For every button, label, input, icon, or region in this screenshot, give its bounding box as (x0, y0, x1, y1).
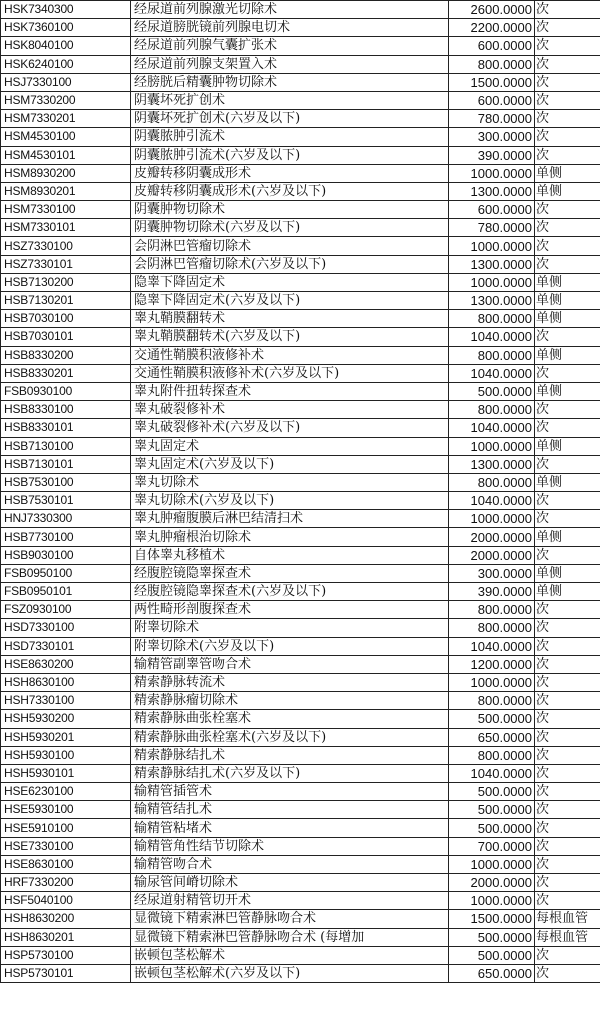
item-name-cell: 输精管插管术 (131, 783, 449, 801)
item-price-cell: 1040.0000 (449, 764, 535, 782)
item-code-cell: FSZ0930100 (1, 601, 131, 619)
item-unit-cell: 次 (535, 255, 600, 273)
table-row (1, 382, 600, 400)
item-name-cell: 睾丸附件扭转探查术 (131, 382, 449, 400)
item-name-cell: 经尿道前列腺气囊扩张术 (131, 37, 449, 55)
item-code-cell: HSM4530101 (1, 146, 131, 164)
item-code-cell: HSB7530101 (1, 492, 131, 510)
item-name-cell: 交通性鞘膜积液修补术(六岁及以下) (131, 364, 449, 382)
item-name-cell: 输精管粘堵术 (131, 819, 449, 837)
table-row (1, 419, 600, 437)
item-unit-cell: 次 (535, 710, 600, 728)
item-price-cell: 2000.0000 (449, 874, 535, 892)
table-row (1, 601, 600, 619)
table-row (1, 146, 600, 164)
table-row (1, 73, 600, 91)
item-price-cell: 1300.0000 (449, 292, 535, 310)
item-price-cell: 300.0000 (449, 564, 535, 582)
item-unit-cell: 单侧 (535, 164, 600, 182)
table-row (1, 492, 600, 510)
item-name-cell: 精索静脉曲张栓塞术(六岁及以下) (131, 728, 449, 746)
item-price-cell: 1500.0000 (449, 73, 535, 91)
item-price-cell: 1000.0000 (449, 673, 535, 691)
table-row (1, 364, 600, 382)
table-row (1, 746, 600, 764)
item-unit-cell: 次 (535, 601, 600, 619)
item-unit-cell: 次 (535, 692, 600, 710)
item-price-cell: 500.0000 (449, 710, 535, 728)
item-price-cell: 1300.0000 (449, 455, 535, 473)
table-row (1, 328, 600, 346)
table-row (1, 310, 600, 328)
item-name-cell: 经腹腔镜隐睾探查术 (131, 564, 449, 582)
item-code-cell: HSK8040100 (1, 37, 131, 55)
item-name-cell: 输精管吻合术 (131, 855, 449, 873)
item-code-cell: HSE8630200 (1, 655, 131, 673)
item-name-cell: 精索静脉结扎术(六岁及以下) (131, 764, 449, 782)
item-price-cell: 650.0000 (449, 964, 535, 982)
item-unit-cell: 次 (535, 364, 600, 382)
item-name-cell: 睾丸破裂修补术 (131, 401, 449, 419)
item-name-cell: 经膀胱后精囊肿物切除术 (131, 73, 449, 91)
table-row (1, 401, 600, 419)
item-code-cell: HSB7130101 (1, 455, 131, 473)
item-code-cell: HSE8630100 (1, 855, 131, 873)
item-code-cell: HSB7130201 (1, 292, 131, 310)
item-unit-cell: 次 (535, 746, 600, 764)
table-row (1, 783, 600, 801)
table-row (1, 182, 600, 200)
item-price-cell: 650.0000 (449, 728, 535, 746)
item-code-cell: HSJ7330100 (1, 73, 131, 91)
item-unit-cell: 每根血管 (535, 928, 600, 946)
item-unit-cell: 次 (535, 728, 600, 746)
table-row (1, 801, 600, 819)
item-price-cell: 2000.0000 (449, 546, 535, 564)
item-unit-cell: 次 (535, 546, 600, 564)
table-row (1, 346, 600, 364)
table-row (1, 583, 600, 601)
item-price-cell: 1000.0000 (449, 437, 535, 455)
table-row (1, 546, 600, 564)
item-unit-cell: 次 (535, 110, 600, 128)
item-price-cell: 500.0000 (449, 819, 535, 837)
item-unit-cell: 次 (535, 1, 600, 19)
item-price-cell: 390.0000 (449, 146, 535, 164)
item-price-cell: 1000.0000 (449, 237, 535, 255)
item-price-cell: 500.0000 (449, 783, 535, 801)
item-unit-cell: 每根血管 (535, 910, 600, 928)
item-price-cell: 500.0000 (449, 382, 535, 400)
table-row (1, 819, 600, 837)
item-unit-cell: 次 (535, 637, 600, 655)
table-row (1, 455, 600, 473)
item-code-cell: HSM8930201 (1, 182, 131, 200)
item-unit-cell: 次 (535, 455, 600, 473)
item-price-cell: 1000.0000 (449, 855, 535, 873)
table-row (1, 292, 600, 310)
item-name-cell: 隐睾下降固定术 (131, 273, 449, 291)
item-name-cell: 经尿道射精管切开术 (131, 892, 449, 910)
item-unit-cell: 次 (535, 201, 600, 219)
item-name-cell: 睾丸肿瘤腹膜后淋巴结清扫术 (131, 510, 449, 528)
item-unit-cell: 次 (535, 892, 600, 910)
item-price-cell: 600.0000 (449, 37, 535, 55)
item-price-cell: 2600.0000 (449, 1, 535, 19)
item-name-cell: 输精管角性结节切除术 (131, 837, 449, 855)
item-unit-cell: 单侧 (535, 292, 600, 310)
item-name-cell: 睾丸固定术 (131, 437, 449, 455)
item-name-cell: 自体睾丸移植术 (131, 546, 449, 564)
item-name-cell: 阴囊坏死扩创术(六岁及以下) (131, 110, 449, 128)
item-name-cell: 会阴淋巴管瘤切除术 (131, 237, 449, 255)
item-name-cell: 精索静脉曲张栓塞术 (131, 710, 449, 728)
item-name-cell: 显微镜下精索淋巴管静脉吻合术 (每增加 (131, 928, 449, 946)
item-price-cell: 1000.0000 (449, 510, 535, 528)
item-name-cell: 会阴淋巴管瘤切除术(六岁及以下) (131, 255, 449, 273)
table-row (1, 219, 600, 237)
item-price-cell: 1040.0000 (449, 637, 535, 655)
item-name-cell: 睾丸鞘膜翻转术 (131, 310, 449, 328)
item-name-cell: 睾丸鞘膜翻转术(六岁及以下) (131, 328, 449, 346)
item-unit-cell: 单侧 (535, 564, 600, 582)
item-unit-cell: 次 (535, 855, 600, 873)
table-row (1, 110, 600, 128)
item-code-cell: HSP5730100 (1, 946, 131, 964)
item-price-cell: 390.0000 (449, 583, 535, 601)
item-name-cell: 经尿道前列腺支架置入术 (131, 55, 449, 73)
table-row (1, 855, 600, 873)
item-unit-cell: 次 (535, 655, 600, 673)
item-code-cell: FSB0950101 (1, 583, 131, 601)
price-table-body (1, 1, 600, 983)
item-name-cell: 睾丸肿瘤根治切除术 (131, 528, 449, 546)
table-row (1, 710, 600, 728)
table-row (1, 55, 600, 73)
item-price-cell: 500.0000 (449, 946, 535, 964)
item-unit-cell: 次 (535, 619, 600, 637)
item-code-cell: HSH7330100 (1, 692, 131, 710)
item-price-cell: 1300.0000 (449, 182, 535, 200)
item-code-cell: HSB7730100 (1, 528, 131, 546)
item-price-cell: 800.0000 (449, 310, 535, 328)
item-code-cell: HSE6230100 (1, 783, 131, 801)
item-code-cell: HSB7030100 (1, 310, 131, 328)
table-row (1, 892, 600, 910)
item-price-cell: 1000.0000 (449, 273, 535, 291)
item-unit-cell: 次 (535, 219, 600, 237)
item-unit-cell: 单侧 (535, 473, 600, 491)
table-row (1, 910, 600, 928)
item-unit-cell: 单侧 (535, 437, 600, 455)
table-row (1, 201, 600, 219)
item-unit-cell: 次 (535, 419, 600, 437)
item-name-cell: 皮瓣转移阴囊成形术 (131, 164, 449, 182)
table-row (1, 964, 600, 982)
item-price-cell: 1000.0000 (449, 164, 535, 182)
item-price-cell: 300.0000 (449, 128, 535, 146)
table-row (1, 164, 600, 182)
table-row (1, 528, 600, 546)
table-row (1, 510, 600, 528)
item-unit-cell: 次 (535, 801, 600, 819)
table-row (1, 128, 600, 146)
item-unit-cell: 单侧 (535, 382, 600, 400)
item-name-cell: 经尿道膀胱镜前列腺电切术 (131, 19, 449, 37)
item-code-cell: HSZ7330101 (1, 255, 131, 273)
item-price-cell: 800.0000 (449, 401, 535, 419)
item-price-cell: 800.0000 (449, 601, 535, 619)
item-unit-cell: 次 (535, 783, 600, 801)
item-code-cell: HSM7330101 (1, 219, 131, 237)
table-row (1, 692, 600, 710)
item-price-cell: 800.0000 (449, 619, 535, 637)
item-name-cell: 交通性鞘膜积液修补术 (131, 346, 449, 364)
item-unit-cell: 单侧 (535, 528, 600, 546)
item-price-cell: 780.0000 (449, 110, 535, 128)
item-code-cell: FSB0930100 (1, 382, 131, 400)
item-name-cell: 精索静脉转流术 (131, 673, 449, 691)
item-code-cell: HSB7530100 (1, 473, 131, 491)
table-row (1, 1, 600, 19)
table-row (1, 655, 600, 673)
item-unit-cell: 次 (535, 37, 600, 55)
item-name-cell: 两性畸形剖腹探查术 (131, 601, 449, 619)
item-code-cell: HSB7030101 (1, 328, 131, 346)
item-code-cell: HSD7330101 (1, 637, 131, 655)
item-code-cell: HSM4530100 (1, 128, 131, 146)
item-name-cell: 隐睾下降固定术(六岁及以下) (131, 292, 449, 310)
item-code-cell: HNJ7330300 (1, 510, 131, 528)
item-unit-cell: 次 (535, 328, 600, 346)
item-name-cell: 阴囊坏死扩创术 (131, 91, 449, 109)
item-price-cell: 1040.0000 (449, 419, 535, 437)
item-name-cell: 输精管副睾管吻合术 (131, 655, 449, 673)
item-unit-cell: 次 (535, 146, 600, 164)
table-row (1, 637, 600, 655)
table-row (1, 946, 600, 964)
item-unit-cell: 次 (535, 91, 600, 109)
item-price-cell: 800.0000 (449, 346, 535, 364)
item-code-cell: HSH5930101 (1, 764, 131, 782)
item-code-cell: HSK7340300 (1, 1, 131, 19)
item-code-cell: HSB8330100 (1, 401, 131, 419)
item-code-cell: HSH8630100 (1, 673, 131, 691)
item-name-cell: 睾丸破裂修补术(六岁及以下) (131, 419, 449, 437)
item-code-cell: HSK6240100 (1, 55, 131, 73)
item-price-cell: 1040.0000 (449, 328, 535, 346)
item-price-cell: 700.0000 (449, 837, 535, 855)
item-code-cell: HSH8630200 (1, 910, 131, 928)
table-row (1, 837, 600, 855)
item-unit-cell: 次 (535, 964, 600, 982)
item-unit-cell: 次 (535, 73, 600, 91)
item-code-cell: HSB8330200 (1, 346, 131, 364)
item-price-cell: 600.0000 (449, 201, 535, 219)
item-code-cell: HSE5910100 (1, 819, 131, 837)
item-price-cell: 1500.0000 (449, 910, 535, 928)
item-name-cell: 输尿管间嵴切除术 (131, 874, 449, 892)
item-name-cell: 阴囊肿物切除术 (131, 201, 449, 219)
item-code-cell: HSH5930100 (1, 746, 131, 764)
item-code-cell: HSD7330100 (1, 619, 131, 637)
item-code-cell: HSB7130100 (1, 437, 131, 455)
item-price-cell: 1200.0000 (449, 655, 535, 673)
item-unit-cell: 次 (535, 946, 600, 964)
item-name-cell: 输精管结扎术 (131, 801, 449, 819)
table-row (1, 673, 600, 691)
item-name-cell: 皮瓣转移阴囊成形术(六岁及以下) (131, 182, 449, 200)
item-name-cell: 经腹腔镜隐睾探查术(六岁及以下) (131, 583, 449, 601)
item-unit-cell: 次 (535, 510, 600, 528)
item-code-cell: HSZ7330100 (1, 237, 131, 255)
table-row (1, 255, 600, 273)
item-name-cell: 显微镜下精索淋巴管静脉吻合术 (131, 910, 449, 928)
item-code-cell: HSE7330100 (1, 837, 131, 855)
item-price-cell: 2200.0000 (449, 19, 535, 37)
table-row (1, 928, 600, 946)
table-row (1, 19, 600, 37)
item-price-cell: 1000.0000 (449, 892, 535, 910)
item-price-cell: 780.0000 (449, 219, 535, 237)
item-code-cell: HSB9030100 (1, 546, 131, 564)
table-row (1, 37, 600, 55)
table-row (1, 473, 600, 491)
item-code-cell: HSE5930100 (1, 801, 131, 819)
item-name-cell: 阴囊脓肿引流术(六岁及以下) (131, 146, 449, 164)
item-name-cell: 睾丸固定术(六岁及以下) (131, 455, 449, 473)
item-price-cell: 800.0000 (449, 692, 535, 710)
item-price-cell: 2000.0000 (449, 528, 535, 546)
item-name-cell: 附睾切除术 (131, 619, 449, 637)
table-row (1, 437, 600, 455)
item-price-cell: 1300.0000 (449, 255, 535, 273)
table-row (1, 273, 600, 291)
item-code-cell: HSM7330200 (1, 91, 131, 109)
item-price-cell: 500.0000 (449, 928, 535, 946)
item-name-cell: 精索静脉瘤切除术 (131, 692, 449, 710)
item-unit-cell: 单侧 (535, 310, 600, 328)
item-code-cell: HSH5930201 (1, 728, 131, 746)
item-unit-cell: 次 (535, 237, 600, 255)
item-unit-cell: 次 (535, 819, 600, 837)
item-code-cell: HSH8630201 (1, 928, 131, 946)
item-name-cell: 附睾切除术(六岁及以下) (131, 637, 449, 655)
item-code-cell: HSM7330100 (1, 201, 131, 219)
item-code-cell: HSM7330201 (1, 110, 131, 128)
item-unit-cell: 单侧 (535, 346, 600, 364)
item-code-cell: HSM8930200 (1, 164, 131, 182)
table-row (1, 764, 600, 782)
item-name-cell: 嵌顿包茎松解术(六岁及以下) (131, 964, 449, 982)
table-row (1, 619, 600, 637)
item-unit-cell: 次 (535, 55, 600, 73)
table-row (1, 564, 600, 582)
item-unit-cell: 次 (535, 874, 600, 892)
table-row (1, 91, 600, 109)
item-price-cell: 600.0000 (449, 91, 535, 109)
item-name-cell: 经尿道前列腺激光切除术 (131, 1, 449, 19)
item-code-cell: HRF7330200 (1, 874, 131, 892)
item-name-cell: 精索静脉结扎术 (131, 746, 449, 764)
item-price-cell: 500.0000 (449, 801, 535, 819)
item-unit-cell: 次 (535, 19, 600, 37)
item-unit-cell: 次 (535, 401, 600, 419)
item-code-cell: HSP5730101 (1, 964, 131, 982)
item-name-cell: 睾丸切除术(六岁及以下) (131, 492, 449, 510)
table-row (1, 237, 600, 255)
item-price-cell: 1040.0000 (449, 364, 535, 382)
item-code-cell: HSB8330201 (1, 364, 131, 382)
item-unit-cell: 单侧 (535, 583, 600, 601)
item-unit-cell: 次 (535, 673, 600, 691)
item-code-cell: HSK7360100 (1, 19, 131, 37)
item-price-cell: 1040.0000 (449, 492, 535, 510)
item-name-cell: 阴囊肿物切除术(六岁及以下) (131, 219, 449, 237)
item-code-cell: FSB0950100 (1, 564, 131, 582)
table-row (1, 874, 600, 892)
item-price-cell: 800.0000 (449, 473, 535, 491)
item-unit-cell: 次 (535, 128, 600, 146)
item-unit-cell: 次 (535, 764, 600, 782)
item-code-cell: HSB7130200 (1, 273, 131, 291)
item-name-cell: 睾丸切除术 (131, 473, 449, 491)
item-unit-cell: 次 (535, 837, 600, 855)
item-unit-cell: 单侧 (535, 182, 600, 200)
item-code-cell: HSB8330101 (1, 419, 131, 437)
item-code-cell: HSH5930200 (1, 710, 131, 728)
item-name-cell: 嵌顿包茎松解术 (131, 946, 449, 964)
item-name-cell: 阴囊脓肿引流术 (131, 128, 449, 146)
item-code-cell: HSF5040100 (1, 892, 131, 910)
item-price-cell: 800.0000 (449, 746, 535, 764)
item-price-cell: 800.0000 (449, 55, 535, 73)
table-row (1, 728, 600, 746)
item-unit-cell: 次 (535, 492, 600, 510)
item-unit-cell: 单侧 (535, 273, 600, 291)
